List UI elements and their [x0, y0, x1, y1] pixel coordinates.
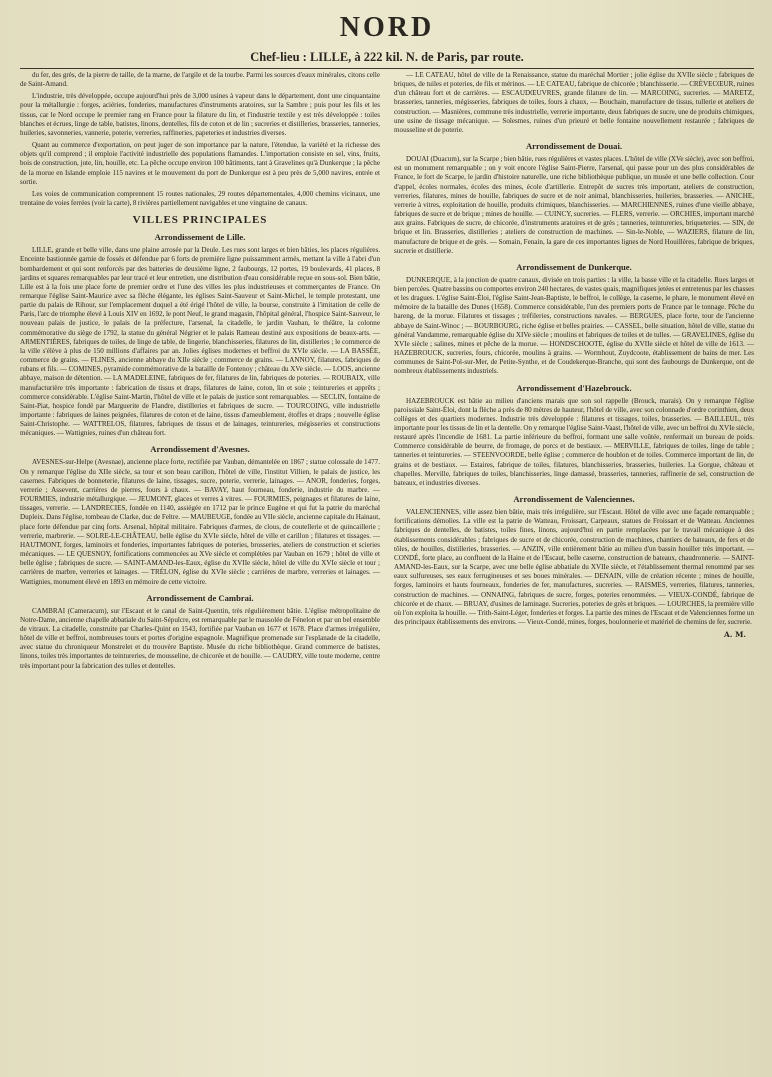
section-heading-hazebrouck: Arrondissement d'Hazebrouck. [516, 382, 632, 393]
intro-paragraph: Les voies de communication comprennent 15 routes nationales, 29 routes départementales, 4,000 chemins vicinaux, une trentaine de voies ferrées (voir la carte), 8 rivières partiellement navigables et une vingtaine de canaux. [20, 189, 380, 208]
section-heading-valenciennes: Arrondissement de Valenciennes. [513, 494, 635, 505]
section-paragraph: CAMBRAI (Cameracum), sur l'Escaut et le canal de Saint-Quentin, très régulièrement bâtie. L'église métropolitaine de Notre-Dame, ancienne chapelle abbatiale du Saint-Sépulcre, est remarquable par le mausolée de Fénelon et par un bel ensemble de vitraux. La citadelle, construite par Charles-Quint en 1543, fortifiée par Vauban en 1677 et 1678. Place d'armes irrégulière, hôtel de ville et beffroi, nombreuses tours et portes d'origine espagnole. Magnifique promenade sur l'esplanade de la citadelle, avec statue du chroniqueur Monstrelet et du trouvère Baptiste. Musée du riche bibliothèque. Grand commerce de batistes, linons, toiles très importantes de teintureries, de mousseline, de chicorée et de houille. — CAUDRY, ville toute moderne, centre très important pour la fabrication des tulles et dentelles. [20, 606, 380, 670]
right-column [394, 71, 754, 1056]
villes-principales-heading: VILLES PRINCIPALES [132, 214, 268, 227]
section-paragraph: LILLE, grande et belle ville, dans une plaine arrosée par la Deule. Les rues sont larges et bien bâties, les places régulières. Enceinte bastionnée garnie de fossés et défendue par 6 forts de première ligne puissamment armés, mettant la ville à l'abri d'un bombardement et qui sont renforcés par des batteries de deuxième ligne, 2 faubourgs, 12 portes, 19 boulevards, 41 places, 8 jardins et squares remarquables par leur tracé et leur entretien, une distribution d'eau considérable reçue en sous-sol. Bien bâtie, Lille est à la fois une place forte de premier ordre et l'une des villes les plus industrieuses et commerçantes de France. On remarque l'église Saint-Maurice avec sa flèche élégante, les églises Saint-Sauveur et Saint-Michel, le temple protestant, une partie du palais de Rihour, sur l'emplacement duquel a été érigé l'hôtel de ville, la bourse, construite à l'imitation de celle de Paris, l'arc de triomphe élevé à Louis XIV en 1692, le pont Neuf, le grand magasin, l'hôpital général, l'hospice Saint-Sauveur, le nouveau palais de justice, le palais de la préfecture, l'arsenal, la citadelle, le jardin Vauban, le théâtre, la colonne commémorative du siège de 1792, la statue du général Négrier et le palais Rameau destiné aux expositions de beaux-arts. — ARMENTIÈRES, fabriques de toiles, de linge de table, de lingerie, blanchisseries, filatures de lin, distilleries ; le commerce de la ville s'élève à plus de 150 millions d'affaires par an. Jolies églises modernes et beffroi du XVIe siècle. — LA BASSÉE, commerce de grains. — FLINES, ancienne abbaye du XIIe siècle ; commerce de grains. — LANNOY, filatures, fabriques de rubans et fils. — COMINES, pyramide commémorative de la bataille de Fontenoy ; château du XVe siècle. — LOOS, ancienne abbaye, maison de détention. — LA MADELEINE, fabriques de fer, filatures de lin, fabriques de poteries. — ROUBAIX, ville manufacturière très importante : fabrication de tissus et draps, filatures de laine, coton, lin et soie ; teintureries et apprêts ; commerce considérable. L'église Saint-Martin, l'hôtel de ville et le palais de justice sont remarquables. — SECLIN, fontaine de Saint-Piat, hospice fondé par Marguerite de Flandre, distilleries et fabriques de sucre. — TOURCOING, ville industrielle importante : fabriques de laines peignées, filatures de coton et de laine, tissus d'ameublement, étoffes et draps ; nouvelle église Saint-Christophe. — WATTRELOS, filatures, fabriques de tissus et de lainages, teintureries, mégisseries et constructions mécaniques. — Wattignies, ruines d'un château fort. [20, 246, 380, 438]
intro-paragraph: L'industrie, très développée, occupe aujourd'hui près de 3,000 usines à vapeur dans le département, dont une cinquantaine pour la métallurgie : forges, aciéries, fonderies, manufactures d'instruments aratoires, sur la Sambre ; puis pour les fils et les tissus, car le Nord occupe le premier rang en France pour la filature du lin, et l'industrie textile y est très développée : toiles blanches et écrues, linge de table, batistes, linons, dentelles, fils de coton et de lin ; sucreries et distilleries, brasseries, tanneries, huileries, savonneries, vannerie, poterie, verreries, raffineries, papeteries et industries diverses. [20, 92, 380, 137]
intro-paragraph: du fer, des grès, de la pierre de taille, de la marne, de l'argile et de la tourbe. Parmi les sources d'eaux minérales, citons celle de Saint-Amand. [20, 71, 380, 89]
section-paragraph: VALENCIENNES, ville assez bien bâtie, mais très irrégulière, sur l'Escaut. Hôtel de ville avec une façade remarquable ; fortifications démolies. La ville est la patrie de Watteau, Froissart, Carpeaux, statues de Froissart et de Watteau. Anciennes fabriques de dentelles, de batistes, toiles fines, linons, aujourd'hui en partie remplacées par le travail mécanique à des établissements considérables ; fabriques de sucre et de chicorée, construction de machines, chantiers de bateaux, de fers et de tôles, de houilles, distilleries, brasseries. — ANZIN, ville entièrement bâtie au milieu d'un bassin houiller très important. — CONDÉ, forte place, au confluent de la Haine et de l'Escaut, belle caserne, construction de bateaux, chaudronnerie. — SAINT-AMAND-les-Eaux, sur la Scarpe, avec une belle église abbatiale du XVIIe siècle, et l'établissement thermal renommé par ses eaux sulfureuses, ses eaux ferrugineuses et ses boues minérales. — DENAIN, ville de création récente ; mines de houille, forges, laminoirs et hauts fourneaux, fonderies de fer, manufactures, sucreries. — RAISMES, verreries, filatures, tanneries, construction de machines. — ONNAING, fabriques de sucre, forges, poteries renommées. — VIEUX-CONDÉ, fabrique de chicorée et de chaux. — BRUAY, d'usines de laminage. Sucreries, poteries de grès et briques. — LOURCHES, la première ville où l'on exploita la houille. — Trith-Saint-Léger, fonderies et forges. La partie des mines de l'Escaut et de Valenciennes forme un des principaux établissements des environs. — Vieux-Condé, mines, forges, boulonnerie et matériel de chemins de fer, sucrerie. [394, 508, 754, 626]
author-signature: A. M. [724, 630, 746, 640]
section-paragraph: HAZEBROUCK est bâtie au milieu d'anciens marais que son sol rappelle (Brouck, marais). On y remarque l'église paroissiale Saint-Éloi, dont la flèche a près de 80 mètres de hauteur, l'hôtel de ville, avec son colonnade d'ordre corinthien, deux collèges et des quartiers modernes. Industrie très développée : filatures et tissages, toiles, brasseries. — BAILLEUL, très importante pour les tissus de lin et la dentelle. On y remarque l'église Saint-Vaast, l'hôtel de ville, avec un beffroi du XVIe siècle, restauré après l'incendie de 1681. La partie inférieure du beffroi, formant une salle voûtée, renfermait un bureau de poids. Commerce considérable de beurre, de fromage, de porcs et de bestiaux. — MERVILLE, fabriques de toiles, linge de table ; tanneries et teintureries. — STEENVOORDE, belle église ; commerce de houblon et de toiles. Commerce important de lin, de grains et de bestiaux. — Estaires, fabrique de toiles, filatures, blanchisseries, brasseries, huileries. La Gorgue, château et chapelles. Merville, fabriques de toiles, blanchisseries, linge damassé, brasseries, tanneries, raffinerie de sel, construction de bateaux, et industries diverses. [394, 396, 754, 487]
section-paragraph: AVESNES-sur-Helpe (Avesnae), ancienne place forte, rectifiée par Vauban, démantelée en 1867 ; statue colossale de 1477. On y remarque l'église du XIIe siècle, sa tour et son beau carillon, l'hôtel de ville, l'institut Villien, le palais de justice, les casernes. Fabriques de bonneterie, filatures de laine, tissages, sucre, poterie, verrerie, lainages. — ANOR, fonderies, forges, verrerie ; Assevent, carrières de pierres, fours à chaux. — BAVAY, haut fourneau, fonderie, industrie du marbre. — FOURMIES, industrie métallurgique. — JEUMONT, glaces et verres à vitres. — FOURMIES, peignages et filatures de laine, tissages, verrerie. — LANDRECIES, fondée en 1140, assiégée en 1712 par le prince Eugène et qui fut la patrie du maréchal Dupleix. Dans l'église, tombeau de Clarke, duc de Feltre. — MAUBEUGE, fondée au VIIe siècle, ancienne capitale du Hainaut, place forte défendue par cinq forts. Arsenal, hôpital militaire. Fabriques d'armes, de clous, de coutellerie et de quincaillerie ; verrerie, marbrerie. — SOLRE-LE-CHÂTEAU, belle église du XVIe siècle, hôtel de ville et carillon ; filatures et tissages. — HAUTMONT, forges, laminoirs et fonderies, importantes fabriques de poteries, brosseries, ateliers de construction et scieries mécaniques. — LE QUESNOY, fortifications commencées au XVe siècle et complétées par Vauban en 1679 ; hôtel de ville et belle église ; fabriques de sucre. — SAINT-AMAND-les-Eaux, église du XVIIe siècle, hôtel de ville du XVIe siècle et tour ; carrières de marbre, verreries et lainages. — TRÉLON, église du XVIe siècle ; carrières de marbre, verreries et lainages. — Wattignies, monument élevé en 1893 en mémoire de cette victoire. [20, 458, 380, 586]
page-subtitle: Chef-lieu : LILLE, à 222 kil. N. de Paris, par route. [250, 50, 524, 64]
header-divider [20, 68, 754, 69]
section-paragraph: DOUAI (Duacum), sur la Scarpe ; bien bâtie, rues régulières et vastes places. L'hôtel de ville (XVe siècle), avec son beffroi, est un monument remarquable ; on y voit encore l'église Saint-Pierre, l'arsenal, qui passe pour un des plus considérables de France, le fort de Scarpe, le jardin d'histoire naturelle, une riche bibliothèque publique, un musée et une belle collection. Cour d'appel, écoles normales, écoles des mines, école d'artillerie. Entrepôt de sucres très important, ateliers de construction, verreries, filatures, mines de houille, fabriques de sucre et de noir animal, blanchisseries, huileries, brasseries. — ANICHE, verrerie à vitres, exploitation de houille, produits chimiques, blanchisseries. — MARCHIENNES, ruines d'une vieille abbaye, fabriques de sucre et de brique ; mines de houille. — CUINCY, sucreries. — FLERS, verrerie. — ORCHIES, important marché aux grains. Fabriques de sucre, de chicorée, d'instruments aratoires et de grès ; tanneries, teintureries, briqueteries. — SIN, de brique et lin. Brasseries, distilleries ; ateliers de construction de machines. — Sin-le-Noble, — WAZIERS, filature de lin, manufacture de brique et de grès. — Somain, Fenain, la gare de ces importantes lignes de Nord Houillères, fabrique de briques, sucrerie et distillerie. [394, 155, 754, 255]
section-heading-cambrai: Arrondissement de Cambrai. [146, 592, 254, 603]
intro-paragraph: Quant au commerce d'exportation, on peut juger de son importance par la nature, l'étendue, la variété et la richesse des objets qu'il comprend ; il emploie l'activité industrielle des populations flamandes. L'importation consiste en sel, vins, fruits, bois de construction, jute, lin, houille, etc. La pêche occupe environ 100 bâtiments, tant à Gravelines qu'à Dunkerque ; la pêche de la morue en Islande emploie 115 navires et le mouvement du port de Dunkerque est à peu près de 5,000 navires, entrée et sortie. [20, 141, 380, 186]
left-column [20, 71, 380, 1056]
section-heading-lille: Arrondissement de Lille. [154, 232, 246, 243]
page-title: NORD [339, 12, 435, 43]
text-columns [20, 71, 754, 1056]
continued-paragraph: — LE CATEAU, hôtel de ville de la Renaissance, statue du maréchal Mortier ; jolie église du XVIIe siècle ; fabriques de briques, de tuiles et poteries, de fils et mérinos. — LE CATEAU, fabrique de chicorée ; blanchisserie. — CRÈVECŒUR, ruines d'un château fort et de carrières. — ESCAUDŒUVRES, grande filature de lin. — MARCOING, sucreries. — MARETZ, brasseries, tanneries, mégisseries, fabriques de toiles, fours à chaux, — Bouchain, manufacture de tissus, tullerie et ateliers de construction. — Masnières, commune très industrielle, verrerie importante, deux fabriques de sucre, une de produits chimiques, une usine de tissage mécanique. — Solesmes, ruines d'un prieuré et belle fontaine nouvellement restaurée ; fabriques de mousseline et de poterie. [394, 71, 754, 134]
section-heading-douai: Arrondissement de Douai. [525, 141, 623, 152]
section-paragraph: DUNKERQUE, à la jonction de quatre canaux, divisée en trois parties : la ville, la basse ville et la citadelle. Rues larges et bien percées. Quatre bassins ou comportes environ 240 hectares, de vastes quais, magnifiques jetées et entretenus par les chasses et les dragues. L'église Saint-Éloi, l'église Saint-Jean-Baptiste, le beffroi, le collège, la caserne, le phare, le monument élevé en mémoire de la bataille des Dunes (1658). Commerce considérable, l'un des premiers ports de France par le tonnage. Pêche du hareng, de la morue. Filatures et tissages ; tréfileries, constructions navales. — BERGUES, place forte, tour de l'ancienne abbaye de Saint-Winoc ; — BOURBOURG, riche église et belles prairies. — CASSEL, belle situation, hôtel de ville, statue du général Vandamme, remarquable église du XIVe siècle ; moulins et fabriques de toiles et de tulles. — GRAVELINES, église du XVIe siècle ; salines, mines et pêche de la morue. — HONDSCHOOTE, église du XVIIe siècle et hôtel de ville de 1613. — HAZEBROUCK, sucreries, fours, chicorée, moulins à grains. — Wormhout, Zuydcoote, établissement de bains de mer. Les communes de Saint-Pol-sur-Mer, de Petite-Synthe, et de Coudekerque-Branche, qui sont des faubourgs de Dunkerque, ont de nombreux établissements industriels. [394, 275, 754, 376]
section-heading-avesnes: Arrondissement d'Avesnes. [150, 444, 250, 455]
section-heading-dunkerque: Arrondissement de Dunkerque. [516, 261, 632, 272]
